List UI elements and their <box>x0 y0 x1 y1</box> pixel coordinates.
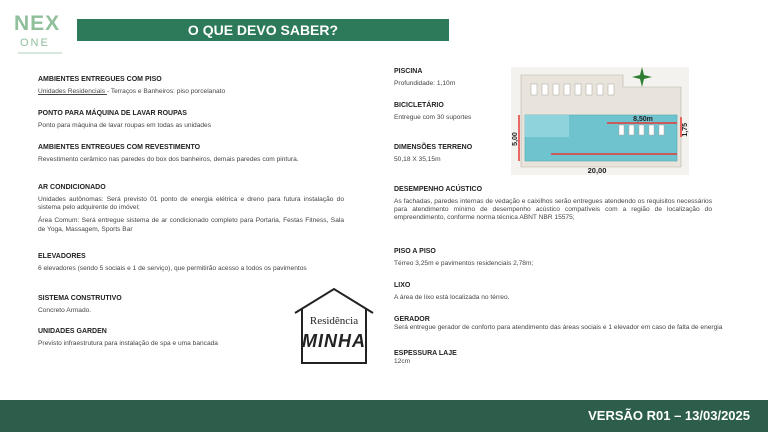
nex-one-logo <box>14 12 74 56</box>
section-text: Ponto para máquina de lavar roupas em todas as unidades <box>38 122 212 129</box>
dim-height-label: 1,75 <box>682 123 689 137</box>
section-bicicletario <box>394 102 504 122</box>
residencia-minha-seal <box>291 287 377 365</box>
section-piscina <box>394 68 504 88</box>
seal-top-text: Residência <box>309 315 359 327</box>
section-text: Área Comum: Será entregue sistema de ar condicionado completo para Portaria, Festas Fitness, Sala de Yoga, Massagem, Sports Bar <box>38 217 344 233</box>
section-revestimento <box>38 144 344 164</box>
section-garden <box>38 328 288 348</box>
section-text: A área de lixo está localizada no térreo. <box>394 294 510 301</box>
section-lavar <box>38 110 344 130</box>
pool-plan-drawing <box>511 67 689 175</box>
section-heading: AMBIENTES ENTREGUES COM PISO <box>38 76 162 83</box>
section-text: 12cm <box>394 358 411 365</box>
dim-total-label: 20,00 <box>587 166 607 175</box>
section-text: Térreo 3,25m e pavimentos residenciais 2,78m; <box>394 260 534 267</box>
section-heading: PISCINA <box>394 68 423 75</box>
section-heading: SISTEMA CONSTRUTIVO <box>38 295 122 302</box>
logo-sub-text: ONE <box>20 37 50 49</box>
dim-width-label: 8,50m <box>633 116 653 123</box>
section-heading: UNIDADES GARDEN <box>38 328 107 335</box>
dim-side-label: 5,00 <box>512 132 519 146</box>
section-text: 50,18 X 35,15m <box>394 156 441 163</box>
section-heading: GERADOR <box>394 316 430 323</box>
section-acustico <box>394 186 712 223</box>
section-text: Unidades autônomas: Será previsto 01 ponto de energia elétrica e dreno para futura instalação do sistema pelo adquirente do imóvel; <box>38 196 344 212</box>
section-piso <box>38 76 344 96</box>
section-text: Concreto Armado. <box>38 307 92 314</box>
section-gerador <box>394 316 724 332</box>
section-lixo <box>394 282 712 302</box>
logo-underline <box>18 52 62 54</box>
section-heading: PONTO PARA MÁQUINA DE LAVAR ROUPAS <box>38 110 187 117</box>
logo-main-text: NEX <box>14 12 61 35</box>
section-heading: AR CONDICIONADO <box>38 184 106 191</box>
section-text: Entregue com 30 suportes <box>394 114 472 121</box>
section-text: Será entregue gerador de conforto para atendimento das áreas sociais e 1 elevador em caso de falta de energia <box>394 324 723 331</box>
section-heading: PISO A PISO <box>394 248 436 255</box>
section-text: Revestimento cerâmico nas paredes do box dos banheiros, demais paredes com pintura. <box>38 156 299 163</box>
section-terreno <box>394 144 504 164</box>
footer-bar <box>0 400 768 432</box>
section-heading: BICICLETÁRIO <box>394 102 444 109</box>
underlined-label: Unidades Residenciais <box>38 88 107 95</box>
section-elevadores <box>38 253 344 273</box>
section-text <box>38 88 344 96</box>
section-heading: ELEVADORES <box>38 253 86 260</box>
section-heading: DIMENSÕES TERRENO <box>394 144 473 151</box>
section-laje <box>394 350 712 366</box>
seal-bottom-text: MINHA <box>302 331 366 351</box>
section-heading: LIXO <box>394 282 411 289</box>
section-heading: AMBIENTES ENTREGUES COM REVESTIMENTO <box>38 144 201 151</box>
section-text: Previsto infraestrutura para instalação de spa e uma bancada <box>38 340 218 347</box>
section-text: 6 elevadores (sendo 5 sociais e 1 de serviço), que permitirão acesso a todos os pavimentos <box>38 265 307 272</box>
section-heading: DESEMPENHO ACÚSTICO <box>394 186 483 193</box>
section-heading: ESPESSURA LAJE <box>394 350 457 357</box>
section-piso-a-piso <box>394 248 712 268</box>
section-text: Profundidade: 1,10m <box>394 80 456 87</box>
version-label: VERSÃO R01 – 13/03/2025 <box>588 408 750 423</box>
kids-pool <box>525 115 569 137</box>
section-text: As fachadas, paredes internas de vedação e caixilhos serão entregues atendendo os requisitos necessários para atendimento mínimo de desempenho acústico compatíveis com a região de localização do empreendimento, conforme norma técnica ABNT NBR 15575; <box>394 198 712 222</box>
section-ar <box>38 184 344 234</box>
label-text: - Terraços e Banheiros: piso porcelanato <box>106 88 226 95</box>
page-title: O QUE DEVO SABER? <box>77 19 449 41</box>
